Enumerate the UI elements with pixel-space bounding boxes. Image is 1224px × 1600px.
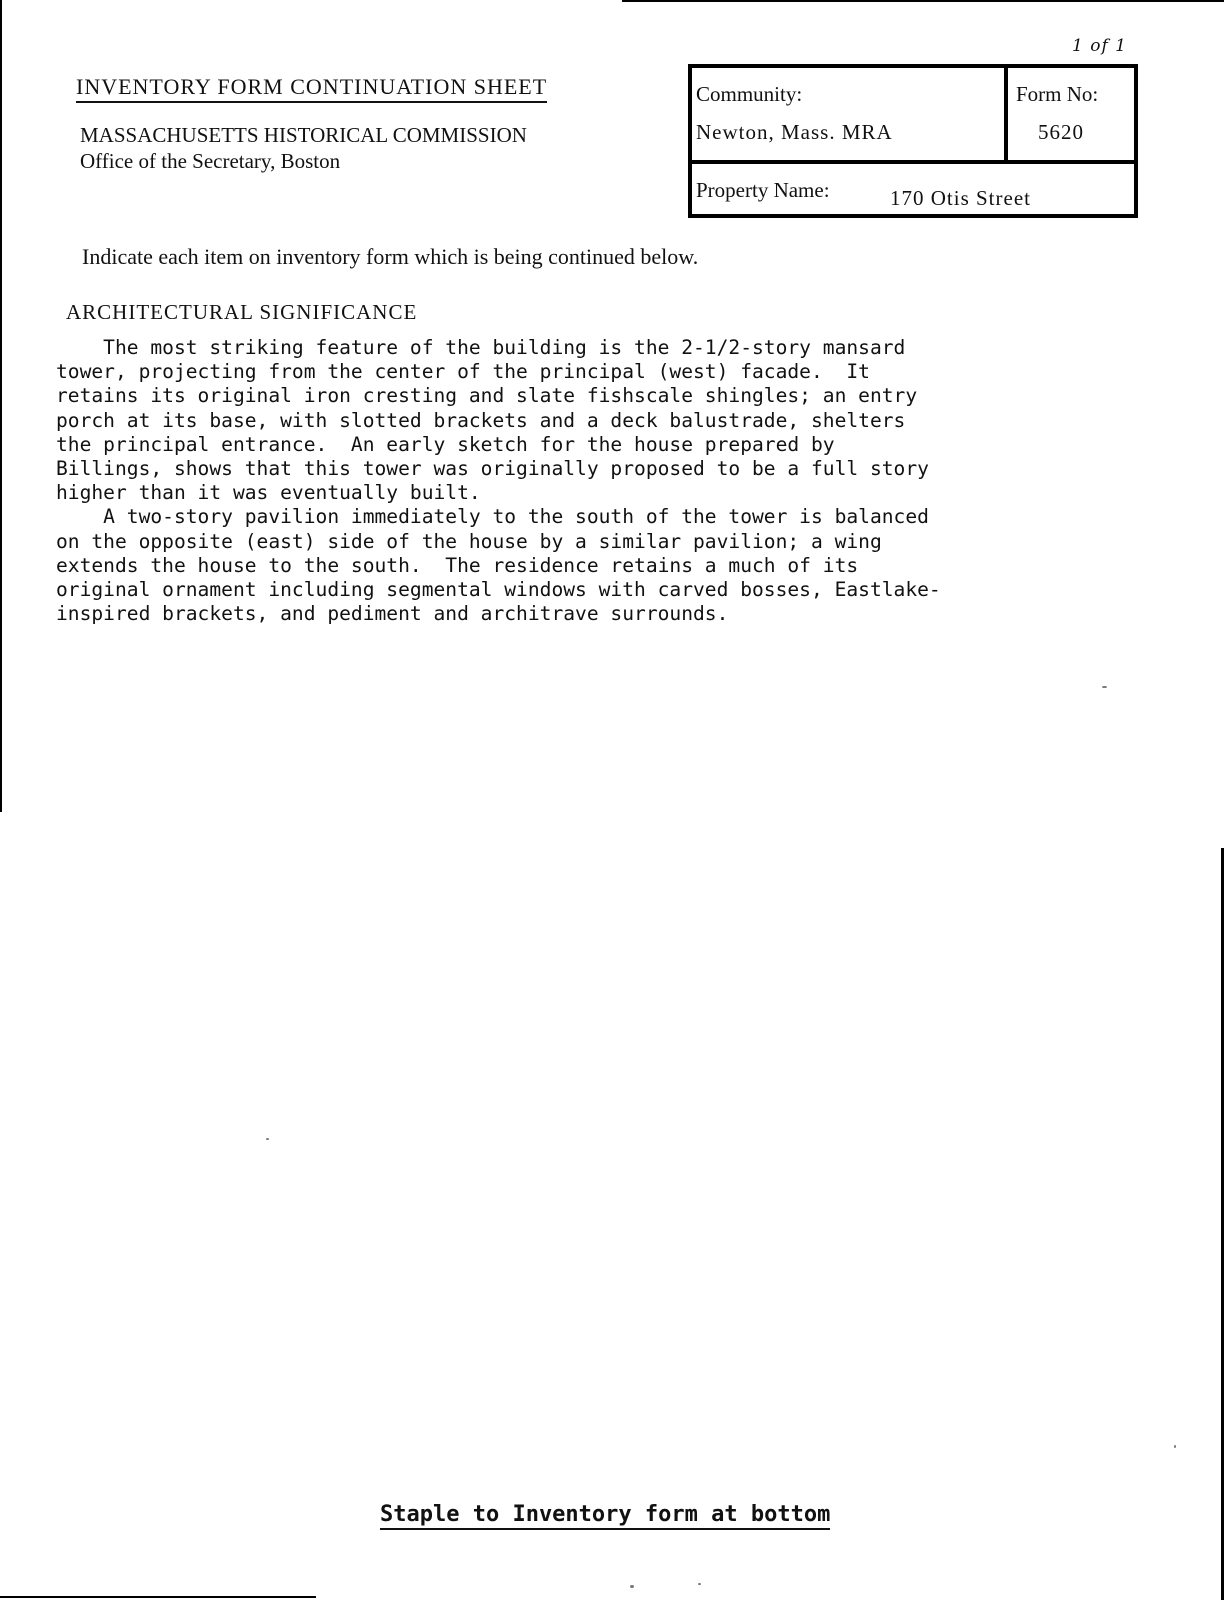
id-box-horizontal-divider xyxy=(692,160,1134,164)
scan-speck xyxy=(1102,686,1107,688)
scan-edge-bottom xyxy=(0,1596,316,1598)
body-line: tower, projecting from the center of the principal (west) facade. It xyxy=(56,360,870,384)
scan-speck xyxy=(266,1138,269,1140)
property-name-label: Property Name: xyxy=(696,178,830,202)
scan-speck xyxy=(1174,1445,1176,1448)
id-box-vertical-divider xyxy=(1004,68,1008,162)
body-line: inspired brackets, and pediment and architrave surrounds. xyxy=(56,602,729,626)
body-line: higher than it was eventually built. xyxy=(56,481,481,505)
agency-block xyxy=(80,122,527,174)
body-line: porch at its base, with slotted brackets and a deck balustrade, shelters xyxy=(56,408,906,432)
scan-edge-left xyxy=(0,0,2,812)
agency-office: Office of the Secretary, Boston xyxy=(80,149,341,173)
sheet-title: INVENTORY FORM CONTINUATION SHEET xyxy=(76,74,547,103)
community-label: Community: xyxy=(696,82,803,106)
scan-edge-top xyxy=(622,0,1224,2)
instruction-text: Indicate each item on inventory form which is being continued below. xyxy=(82,244,699,269)
body-line: the principal entrance. An early sketch for the house prepared by xyxy=(56,432,835,456)
property-name-value: 170 Otis Street xyxy=(890,186,1031,210)
scan-speck xyxy=(630,1585,634,1588)
community-value: Newton, Mass. MRA xyxy=(696,120,893,144)
body-line: on the opposite (east) side of the house by a similar pavilion; a wing xyxy=(56,529,882,553)
body-line: original ornament including segmental windows with carved bosses, Eastlake- xyxy=(56,577,941,601)
staple-note: Staple to Inventory form at bottom xyxy=(380,1502,830,1530)
body-line: Billings, shows that this tower was originally proposed to be a full story xyxy=(56,456,929,480)
form-no-label: Form No: xyxy=(1016,82,1099,106)
body-line: retains its original iron cresting and slate fishscale shingles; an entry xyxy=(56,384,918,408)
body-line: extends the house to the south. The residence retains a much of its xyxy=(56,553,859,577)
body-line: The most striking feature of the building is the 2-1/2-story mansard xyxy=(56,336,906,359)
significance-body xyxy=(56,336,1176,626)
body-line: A two-story pavilion immediately to the south of the tower is balanced xyxy=(56,505,929,529)
section-heading: ARCHITECTURAL SIGNIFICANCE xyxy=(66,300,418,324)
scan-speck xyxy=(698,1583,701,1585)
identification-box xyxy=(688,64,1138,218)
page-count-note: 1 of 1 xyxy=(1072,36,1127,56)
agency-name: MASSACHUSETTS HISTORICAL COMMISSION xyxy=(80,123,527,147)
form-no-value: 5620 xyxy=(1038,120,1084,144)
